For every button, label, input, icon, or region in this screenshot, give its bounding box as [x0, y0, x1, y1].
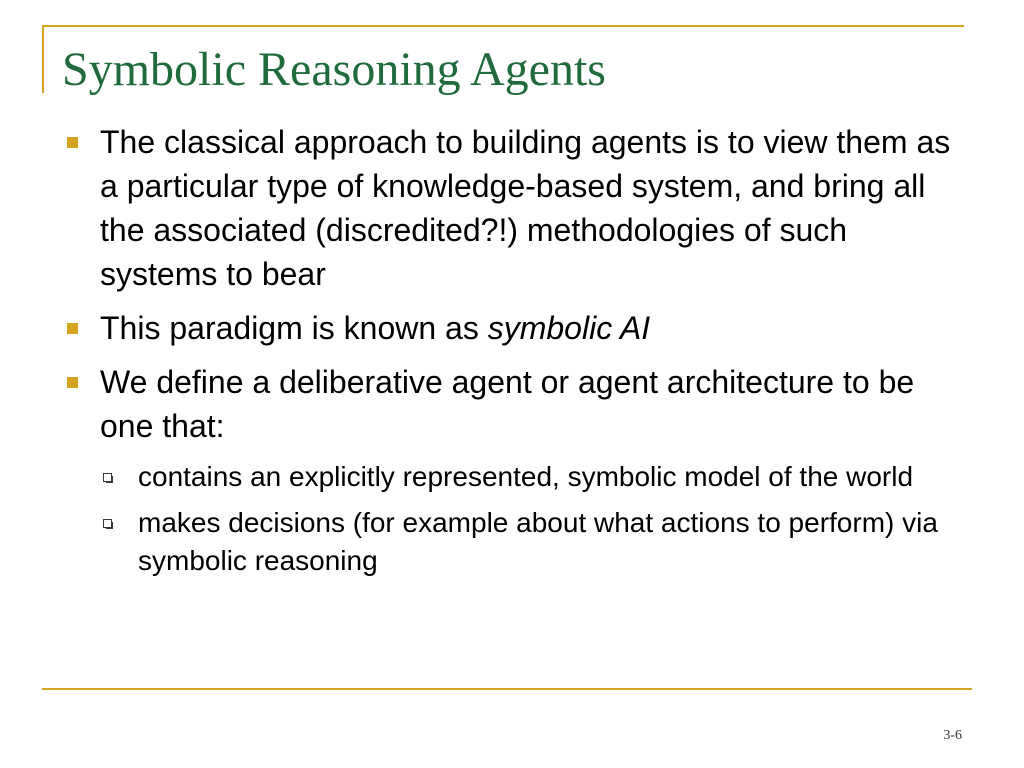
bullet-text-2: This paradigm is known as	[100, 310, 488, 346]
slide-title: Symbolic Reasoning Agents	[62, 43, 606, 96]
sub-bullet-item-2	[100, 504, 968, 580]
sub-bullet-item-1	[100, 458, 968, 496]
square-bullet-icon	[67, 323, 78, 334]
checkbox-bullet-icon	[103, 519, 112, 528]
sub-bullet-text-1: contains an explicitly represented, symbolic model of the world	[138, 461, 914, 492]
bullet-item-3	[62, 360, 962, 448]
bottom-frame-line	[42, 688, 972, 690]
bullet-item-1	[62, 120, 962, 296]
square-bullet-icon	[67, 377, 78, 388]
left-frame-line	[42, 25, 44, 93]
sub-bullet-text-2: makes decisions (for example about what actions to perform) via symbolic reasoning	[138, 507, 938, 576]
square-bullet-icon	[67, 137, 78, 148]
bullet-text-1: The classical approach to building agents is to view them as a particular type of knowledge-based system, and bring all the associated (discredited?!) methodologies of such systems to bear	[100, 124, 951, 292]
top-frame-line	[42, 25, 964, 27]
bullet-item-2	[62, 306, 962, 350]
bullet-text-3: We define a deliberative agent or agent architecture to be one that:	[100, 364, 915, 444]
slide-content	[62, 120, 962, 588]
page-number: 3-6	[943, 728, 962, 743]
bullet-emphasis-symbolic-ai: symbolic AI	[487, 310, 651, 346]
checkbox-bullet-icon	[103, 473, 112, 482]
